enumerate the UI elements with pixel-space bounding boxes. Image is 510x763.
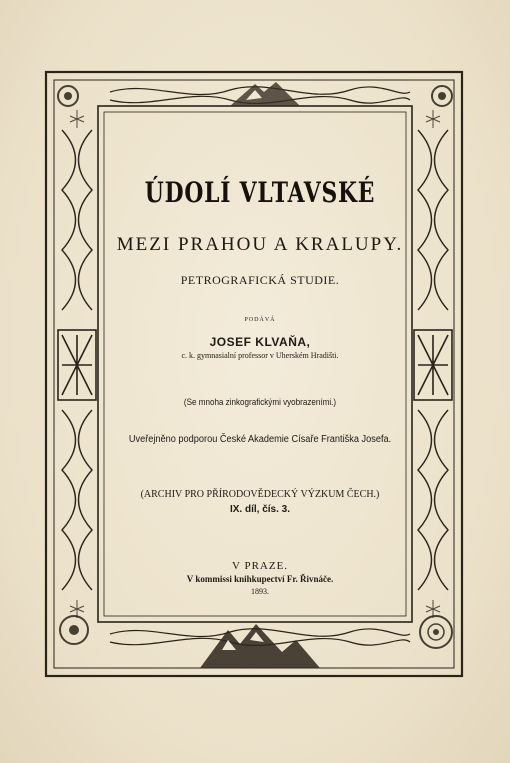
author-position: c. k. gymnasialní professor v Uherském Hradišti. bbox=[181, 351, 339, 360]
study-type: PETROGRAFICKÁ STUDIE. bbox=[180, 273, 340, 287]
publication-place: V PRAZE. bbox=[231, 560, 289, 572]
author-name: JOSEF KLVAŇA, bbox=[209, 335, 311, 349]
book-title: ÚDOLÍ VLTAVSKÉ bbox=[144, 176, 376, 209]
volume-number: IX. díl, čís. 3. bbox=[229, 504, 291, 515]
archive-series: (ARCHIV PRO PŘÍRODOVĚDECKÝ VÝZKUM ČECH.) bbox=[140, 489, 380, 500]
mountain-vignette-bottom bbox=[200, 624, 320, 668]
support-note: Uveřejněno podporou České Akademie Císaře Františka Josefa. bbox=[128, 434, 392, 445]
presented-by: PODÁVÁ bbox=[244, 317, 276, 323]
mountain-vignette-top bbox=[230, 82, 300, 106]
illustrations-note: (Se mnoha zinkografickými vyobrazeními.) bbox=[183, 397, 337, 408]
publisher: V kommissi knihkupectví Fr. Řivnáče. bbox=[186, 574, 334, 584]
book-subtitle: MEZI PRAHOU A KRALUPY. bbox=[116, 234, 404, 255]
publication-year: 1893. bbox=[251, 587, 269, 596]
